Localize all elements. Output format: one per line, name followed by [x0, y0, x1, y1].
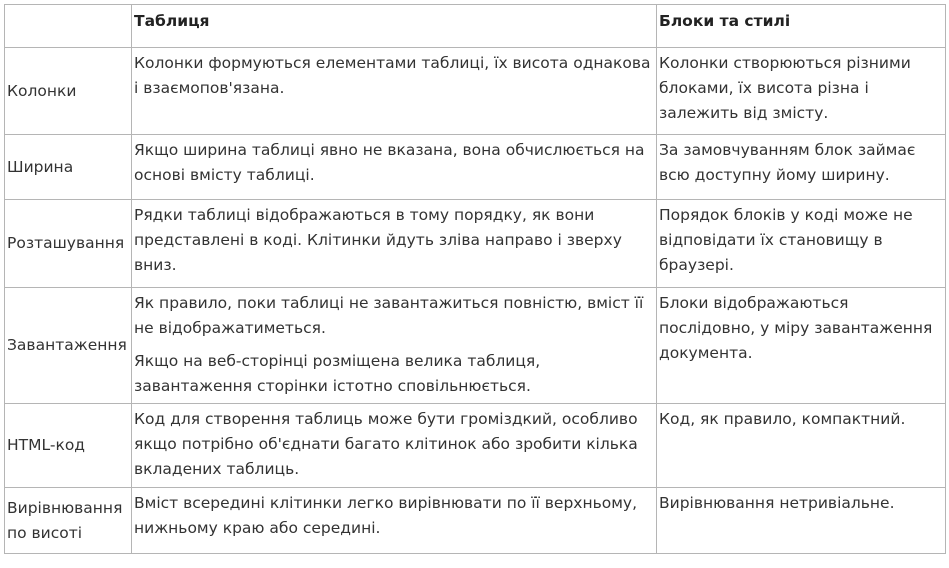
- header-empty-cell: [5, 5, 132, 48]
- header-blocks-column: Блоки та стилі: [657, 5, 946, 48]
- cell-text: Якщо на веб-сторінці розміщена велика таблиця, завантаження сторінки істотно сповільнюється.: [134, 352, 541, 395]
- cell-text: Код, як правило, компактний.: [659, 410, 906, 428]
- header-table-column: Таблиця: [132, 5, 657, 48]
- cell-text: Рядки таблиці відображаються в тому порядку, як вони представлені в коді. Клітинки йдуть зліва направо і зверху вниз.: [134, 206, 622, 274]
- cell-text: Як правило, поки таблиці не завантажиться повністю, вміст її не відображатиметься.: [134, 294, 644, 337]
- table-cell: [132, 404, 657, 488]
- row-label: Завантаження: [5, 288, 132, 404]
- row-label: HTML-код: [5, 404, 132, 488]
- blocks-cell: [657, 404, 946, 488]
- table-row: [5, 200, 946, 288]
- table-row: [5, 404, 946, 488]
- table-row: [5, 288, 946, 404]
- table-row: [5, 135, 946, 200]
- cell-text: Блоки відображаються послідовно, у міру завантаження документа.: [659, 294, 933, 362]
- row-label: Вирівнювання по висоті: [5, 488, 132, 554]
- table-cell: [132, 200, 657, 288]
- blocks-cell: [657, 135, 946, 200]
- cell-text: Вирівнювання нетривіальне.: [659, 494, 895, 512]
- header-row: [5, 5, 946, 48]
- row-label: Колонки: [5, 48, 132, 135]
- cell-text: Порядок блоків у коді може не відповідати їх становищу в браузері.: [659, 206, 913, 274]
- comparison-table: [4, 4, 946, 554]
- blocks-cell: [657, 48, 946, 135]
- cell-text: За замовчуванням блок займає всю доступну йому ширину.: [659, 141, 916, 184]
- blocks-cell: [657, 200, 946, 288]
- cell-text: Колонки формуються елементами таблиці, їх висота однакова і взаємопов'язана.: [134, 54, 651, 97]
- cell-text: Код для створення таблиць може бути громіздкий, особливо якщо потрібно об'єднати багато клітинок або зробити кілька вкладених таблиць.: [134, 410, 638, 478]
- cell-text: Вміст всередині клітинки легко вирівнювати по її верхньому, нижньому краю або середині.: [134, 494, 638, 537]
- cell-text: Колонки створюються різними блоками, їх висота різна і залежить від змісту.: [659, 54, 911, 122]
- cell-text: Якщо ширина таблиці явно не вказана, вона обчислюється на основі вмісту таблиці.: [134, 141, 645, 184]
- table-cell: [132, 488, 657, 554]
- row-label: Ширина: [5, 135, 132, 200]
- table-cell: [132, 288, 657, 404]
- row-label: Розташування: [5, 200, 132, 288]
- blocks-cell: [657, 488, 946, 554]
- blocks-cell: [657, 288, 946, 404]
- table-cell: [132, 135, 657, 200]
- table-row: [5, 48, 946, 135]
- table-row: [5, 488, 946, 554]
- table-cell: [132, 48, 657, 135]
